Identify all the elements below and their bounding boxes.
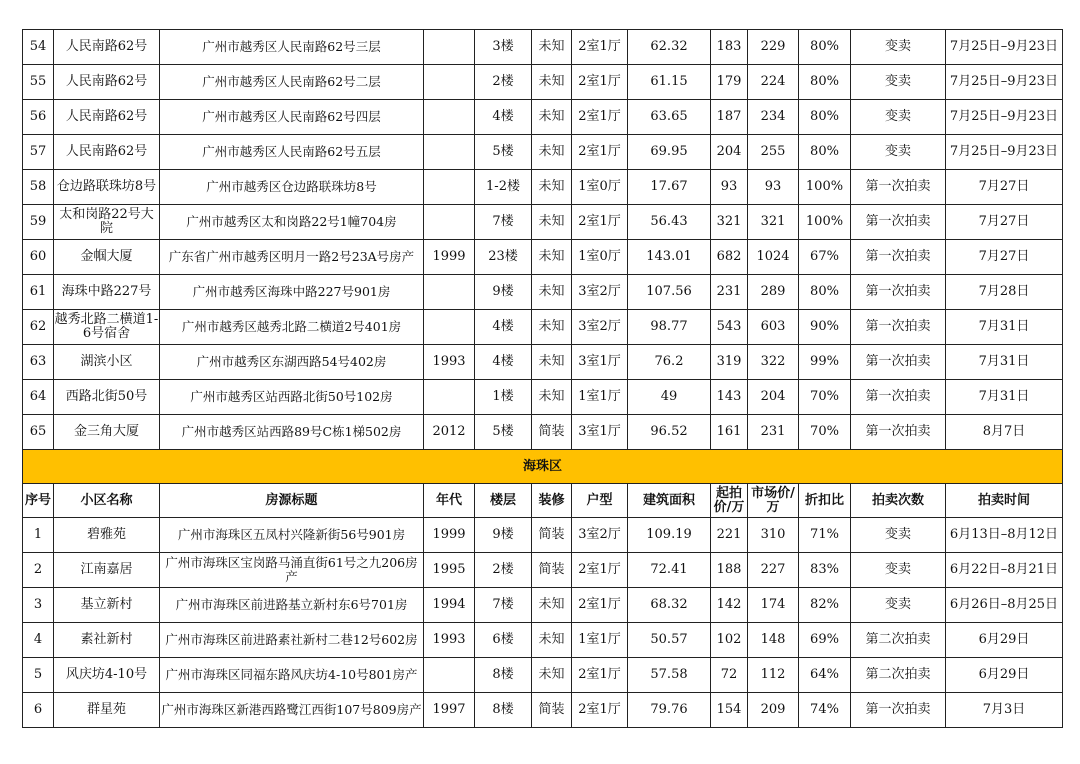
cell-discount: 80% bbox=[799, 135, 851, 170]
cell-seq: 55 bbox=[23, 65, 54, 100]
cell-listing-title: 广州市海珠区宝岗路马涌直街61号之九206房产 bbox=[160, 553, 424, 588]
cell-auction-time: 7月3日 bbox=[946, 693, 1063, 728]
cell-discount: 99% bbox=[799, 345, 851, 380]
cell-year: 1999 bbox=[424, 518, 475, 553]
cell-floor: 4楼 bbox=[475, 100, 532, 135]
cell-discount: 70% bbox=[799, 380, 851, 415]
cell-floor: 5楼 bbox=[475, 415, 532, 450]
cell-decoration: 未知 bbox=[532, 658, 572, 693]
cell-layout: 2室1厅 bbox=[572, 135, 628, 170]
cell-discount: 100% bbox=[799, 205, 851, 240]
cell-seq: 5 bbox=[23, 658, 54, 693]
cell-area: 96.52 bbox=[628, 415, 711, 450]
header-listing-title: 房源标题 bbox=[160, 484, 424, 518]
cell-listing-title: 广州市越秀区太和岗路22号1幢704房 bbox=[160, 205, 424, 240]
cell-auction-time: 7月31日 bbox=[946, 380, 1063, 415]
cell-auction-time: 7月27日 bbox=[946, 205, 1063, 240]
cell-starting-price: 102 bbox=[711, 623, 748, 658]
cell-layout: 2室1厅 bbox=[572, 693, 628, 728]
table-row bbox=[23, 693, 1063, 728]
cell-seq: 65 bbox=[23, 415, 54, 450]
cell-seq: 4 bbox=[23, 623, 54, 658]
cell-year bbox=[424, 30, 475, 65]
cell-listing-title: 广州市越秀区人民南路62号二层 bbox=[160, 65, 424, 100]
cell-floor: 9楼 bbox=[475, 275, 532, 310]
cell-year bbox=[424, 275, 475, 310]
cell-starting-price: 204 bbox=[711, 135, 748, 170]
cell-area: 68.32 bbox=[628, 588, 711, 623]
cell-community-name: 太和岗路22号大院 bbox=[54, 205, 160, 240]
cell-area: 56.43 bbox=[628, 205, 711, 240]
cell-starting-price: 142 bbox=[711, 588, 748, 623]
cell-layout: 2室1厅 bbox=[572, 553, 628, 588]
cell-layout: 1室0厅 bbox=[572, 170, 628, 205]
cell-year bbox=[424, 135, 475, 170]
cell-starting-price: 143 bbox=[711, 380, 748, 415]
cell-community-name: 风庆坊4-10号 bbox=[54, 658, 160, 693]
cell-auction-round: 第一次拍卖 bbox=[851, 693, 946, 728]
cell-community-name: 碧雅苑 bbox=[54, 518, 160, 553]
table-row bbox=[23, 135, 1063, 170]
cell-seq: 60 bbox=[23, 240, 54, 275]
cell-starting-price: 183 bbox=[711, 30, 748, 65]
cell-listing-title: 广州市越秀区人民南路62号五层 bbox=[160, 135, 424, 170]
cell-discount: 80% bbox=[799, 30, 851, 65]
cell-starting-price: 161 bbox=[711, 415, 748, 450]
cell-floor: 7楼 bbox=[475, 205, 532, 240]
cell-decoration: 未知 bbox=[532, 135, 572, 170]
cell-floor: 1-2楼 bbox=[475, 170, 532, 205]
cell-auction-time: 7月31日 bbox=[946, 310, 1063, 345]
cell-layout: 3室2厅 bbox=[572, 275, 628, 310]
table-row bbox=[23, 415, 1063, 450]
cell-seq: 2 bbox=[23, 553, 54, 588]
cell-community-name: 越秀北路二横道1-6号宿舍 bbox=[54, 310, 160, 345]
cell-starting-price: 543 bbox=[711, 310, 748, 345]
cell-auction-round: 变卖 bbox=[851, 518, 946, 553]
haizhu-rows bbox=[23, 518, 1063, 728]
header-auction-round: 拍卖次数 bbox=[851, 484, 946, 518]
cell-community-name: 西路北街50号 bbox=[54, 380, 160, 415]
cell-year: 1994 bbox=[424, 588, 475, 623]
header-community-name: 小区名称 bbox=[54, 484, 160, 518]
cell-auction-time: 6月22日–8月21日 bbox=[946, 553, 1063, 588]
cell-auction-round: 变卖 bbox=[851, 135, 946, 170]
cell-auction-round: 第一次拍卖 bbox=[851, 275, 946, 310]
cell-community-name: 基立新村 bbox=[54, 588, 160, 623]
header-auction-time: 拍卖时间 bbox=[946, 484, 1063, 518]
cell-starting-price: 682 bbox=[711, 240, 748, 275]
table-row bbox=[23, 310, 1063, 345]
header-decoration: 装修 bbox=[532, 484, 572, 518]
cell-listing-title: 广州市海珠区五凤村兴隆新街56号901房 bbox=[160, 518, 424, 553]
cell-year bbox=[424, 658, 475, 693]
cell-floor: 23楼 bbox=[475, 240, 532, 275]
cell-auction-round: 第二次拍卖 bbox=[851, 623, 946, 658]
cell-seq: 3 bbox=[23, 588, 54, 623]
cell-listing-title: 广州市越秀区东湖西路54号402房 bbox=[160, 345, 424, 380]
cell-floor: 8楼 bbox=[475, 693, 532, 728]
cell-auction-round: 第一次拍卖 bbox=[851, 240, 946, 275]
cell-decoration: 未知 bbox=[532, 30, 572, 65]
table-row bbox=[23, 170, 1063, 205]
section-title-haizhu: 海珠区 bbox=[23, 450, 1063, 484]
cell-listing-title: 广州市海珠区同福东路风庆坊4-10号801房产 bbox=[160, 658, 424, 693]
cell-listing-title: 广州市越秀区人民南路62号四层 bbox=[160, 100, 424, 135]
cell-auction-time: 7月25日–9月23日 bbox=[946, 100, 1063, 135]
table-row bbox=[23, 588, 1063, 623]
cell-market-price: 204 bbox=[748, 380, 799, 415]
cell-market-price: 112 bbox=[748, 658, 799, 693]
cell-seq: 61 bbox=[23, 275, 54, 310]
cell-community-name: 江南嘉居 bbox=[54, 553, 160, 588]
cell-decoration: 简装 bbox=[532, 518, 572, 553]
cell-market-price: 209 bbox=[748, 693, 799, 728]
cell-area: 143.01 bbox=[628, 240, 711, 275]
auction-listing-table bbox=[22, 29, 1063, 728]
column-header-row bbox=[23, 484, 1063, 518]
cell-area: 17.67 bbox=[628, 170, 711, 205]
cell-discount: 90% bbox=[799, 310, 851, 345]
cell-floor: 1楼 bbox=[475, 380, 532, 415]
table-row bbox=[23, 65, 1063, 100]
cell-decoration: 未知 bbox=[532, 345, 572, 380]
cell-listing-title: 广州市越秀区仓边路联珠坊8号 bbox=[160, 170, 424, 205]
cell-area: 109.19 bbox=[628, 518, 711, 553]
cell-layout: 2室1厅 bbox=[572, 30, 628, 65]
cell-decoration: 未知 bbox=[532, 623, 572, 658]
table-row bbox=[23, 205, 1063, 240]
cell-seq: 1 bbox=[23, 518, 54, 553]
cell-listing-title: 广州市越秀区海珠中路227号901房 bbox=[160, 275, 424, 310]
cell-market-price: 289 bbox=[748, 275, 799, 310]
cell-seq: 54 bbox=[23, 30, 54, 65]
cell-discount: 82% bbox=[799, 588, 851, 623]
cell-decoration: 未知 bbox=[532, 310, 572, 345]
cell-decoration: 未知 bbox=[532, 100, 572, 135]
cell-auction-round: 第一次拍卖 bbox=[851, 205, 946, 240]
cell-auction-time: 8月7日 bbox=[946, 415, 1063, 450]
cell-year: 1999 bbox=[424, 240, 475, 275]
cell-layout: 2室1厅 bbox=[572, 65, 628, 100]
cell-floor: 8楼 bbox=[475, 658, 532, 693]
cell-floor: 4楼 bbox=[475, 310, 532, 345]
cell-decoration: 未知 bbox=[532, 380, 572, 415]
cell-decoration: 未知 bbox=[532, 275, 572, 310]
cell-discount: 74% bbox=[799, 693, 851, 728]
table-row bbox=[23, 553, 1063, 588]
cell-listing-title: 广州市越秀区站西路北街50号102房 bbox=[160, 380, 424, 415]
cell-starting-price: 154 bbox=[711, 693, 748, 728]
cell-auction-round: 变卖 bbox=[851, 100, 946, 135]
cell-market-price: 322 bbox=[748, 345, 799, 380]
cell-auction-round: 第一次拍卖 bbox=[851, 310, 946, 345]
cell-seq: 64 bbox=[23, 380, 54, 415]
header-seq: 序号 bbox=[23, 484, 54, 518]
cell-year bbox=[424, 170, 475, 205]
cell-auction-round: 变卖 bbox=[851, 588, 946, 623]
cell-auction-round: 第一次拍卖 bbox=[851, 170, 946, 205]
section-header bbox=[23, 450, 1063, 518]
cell-area: 62.32 bbox=[628, 30, 711, 65]
cell-year bbox=[424, 205, 475, 240]
cell-auction-round: 第一次拍卖 bbox=[851, 415, 946, 450]
cell-market-price: 603 bbox=[748, 310, 799, 345]
cell-layout: 2室1厅 bbox=[572, 658, 628, 693]
cell-decoration: 简装 bbox=[532, 553, 572, 588]
cell-floor: 4楼 bbox=[475, 345, 532, 380]
cell-auction-time: 7月25日–9月23日 bbox=[946, 30, 1063, 65]
cell-auction-round: 第一次拍卖 bbox=[851, 380, 946, 415]
cell-decoration: 未知 bbox=[532, 205, 572, 240]
cell-discount: 80% bbox=[799, 275, 851, 310]
cell-year bbox=[424, 380, 475, 415]
cell-community-name: 人民南路62号 bbox=[54, 135, 160, 170]
cell-starting-price: 187 bbox=[711, 100, 748, 135]
cell-seq: 59 bbox=[23, 205, 54, 240]
cell-starting-price: 319 bbox=[711, 345, 748, 380]
cell-auction-time: 7月31日 bbox=[946, 345, 1063, 380]
cell-seq: 63 bbox=[23, 345, 54, 380]
header-floor: 楼层 bbox=[475, 484, 532, 518]
cell-discount: 100% bbox=[799, 170, 851, 205]
header-discount: 折扣比 bbox=[799, 484, 851, 518]
table-row bbox=[23, 345, 1063, 380]
cell-market-price: 255 bbox=[748, 135, 799, 170]
cell-area: 69.95 bbox=[628, 135, 711, 170]
cell-auction-round: 第二次拍卖 bbox=[851, 658, 946, 693]
cell-market-price: 148 bbox=[748, 623, 799, 658]
table-row bbox=[23, 30, 1063, 65]
cell-listing-title: 广州市越秀区越秀北路二横道2号401房 bbox=[160, 310, 424, 345]
cell-floor: 7楼 bbox=[475, 588, 532, 623]
cell-layout: 1室1厅 bbox=[572, 623, 628, 658]
cell-area: 61.15 bbox=[628, 65, 711, 100]
cell-floor: 2楼 bbox=[475, 65, 532, 100]
cell-year bbox=[424, 310, 475, 345]
cell-year bbox=[424, 65, 475, 100]
cell-auction-time: 6月29日 bbox=[946, 623, 1063, 658]
cell-starting-price: 221 bbox=[711, 518, 748, 553]
cell-seq: 58 bbox=[23, 170, 54, 205]
cell-auction-round: 变卖 bbox=[851, 553, 946, 588]
cell-auction-time: 6月26日–8月25日 bbox=[946, 588, 1063, 623]
cell-market-price: 234 bbox=[748, 100, 799, 135]
cell-market-price: 174 bbox=[748, 588, 799, 623]
cell-discount: 64% bbox=[799, 658, 851, 693]
cell-listing-title: 广州市海珠区新港西路鹭江西街107号809房产 bbox=[160, 693, 424, 728]
cell-auction-round: 变卖 bbox=[851, 65, 946, 100]
cell-auction-time: 7月27日 bbox=[946, 240, 1063, 275]
cell-floor: 2楼 bbox=[475, 553, 532, 588]
table-row bbox=[23, 380, 1063, 415]
cell-market-price: 227 bbox=[748, 553, 799, 588]
cell-market-price: 224 bbox=[748, 65, 799, 100]
cell-discount: 67% bbox=[799, 240, 851, 275]
cell-listing-title: 广州市海珠区前进路基立新村东6号701房 bbox=[160, 588, 424, 623]
cell-area: 63.65 bbox=[628, 100, 711, 135]
cell-year: 2012 bbox=[424, 415, 475, 450]
table-row bbox=[23, 240, 1063, 275]
cell-discount: 71% bbox=[799, 518, 851, 553]
cell-floor: 9楼 bbox=[475, 518, 532, 553]
cell-community-name: 群星苑 bbox=[54, 693, 160, 728]
cell-seq: 56 bbox=[23, 100, 54, 135]
cell-community-name: 人民南路62号 bbox=[54, 100, 160, 135]
cell-layout: 3室2厅 bbox=[572, 310, 628, 345]
cell-starting-price: 179 bbox=[711, 65, 748, 100]
cell-floor: 3楼 bbox=[475, 30, 532, 65]
cell-year: 1993 bbox=[424, 345, 475, 380]
cell-year bbox=[424, 100, 475, 135]
cell-discount: 80% bbox=[799, 100, 851, 135]
cell-listing-title: 广州市越秀区站西路89号C栋1梯502房 bbox=[160, 415, 424, 450]
cell-auction-round: 第一次拍卖 bbox=[851, 345, 946, 380]
cell-layout: 3室1厅 bbox=[572, 345, 628, 380]
cell-decoration: 简装 bbox=[532, 415, 572, 450]
cell-layout: 1室1厅 bbox=[572, 380, 628, 415]
header-area: 建筑面积 bbox=[628, 484, 711, 518]
header-year: 年代 bbox=[424, 484, 475, 518]
cell-auction-time: 7月27日 bbox=[946, 170, 1063, 205]
cell-decoration: 未知 bbox=[532, 240, 572, 275]
cell-area: 50.57 bbox=[628, 623, 711, 658]
cell-auction-time: 7月25日–9月23日 bbox=[946, 135, 1063, 170]
cell-decoration: 未知 bbox=[532, 588, 572, 623]
cell-area: 76.2 bbox=[628, 345, 711, 380]
cell-market-price: 229 bbox=[748, 30, 799, 65]
cell-discount: 83% bbox=[799, 553, 851, 588]
cell-market-price: 310 bbox=[748, 518, 799, 553]
table-row bbox=[23, 100, 1063, 135]
cell-starting-price: 93 bbox=[711, 170, 748, 205]
cell-year: 1995 bbox=[424, 553, 475, 588]
table-row bbox=[23, 658, 1063, 693]
cell-seq: 62 bbox=[23, 310, 54, 345]
cell-area: 72.41 bbox=[628, 553, 711, 588]
cell-community-name: 海珠中路227号 bbox=[54, 275, 160, 310]
cell-year: 1997 bbox=[424, 693, 475, 728]
cell-area: 57.58 bbox=[628, 658, 711, 693]
table-row bbox=[23, 623, 1063, 658]
cell-starting-price: 188 bbox=[711, 553, 748, 588]
cell-auction-round: 变卖 bbox=[851, 30, 946, 65]
cell-area: 49 bbox=[628, 380, 711, 415]
cell-decoration: 未知 bbox=[532, 65, 572, 100]
cell-decoration: 简装 bbox=[532, 693, 572, 728]
cell-layout: 1室0厅 bbox=[572, 240, 628, 275]
cell-listing-title: 广州市海珠区前进路素社新村二巷12号602房 bbox=[160, 623, 424, 658]
table-row bbox=[23, 275, 1063, 310]
cell-community-name: 湖滨小区 bbox=[54, 345, 160, 380]
cell-market-price: 321 bbox=[748, 205, 799, 240]
cell-community-name: 金帼大厦 bbox=[54, 240, 160, 275]
cell-floor: 6楼 bbox=[475, 623, 532, 658]
cell-auction-time: 6月13日–8月12日 bbox=[946, 518, 1063, 553]
cell-community-name: 素社新村 bbox=[54, 623, 160, 658]
cell-layout: 2室1厅 bbox=[572, 588, 628, 623]
yuexiu-rows bbox=[23, 30, 1063, 450]
cell-area: 79.76 bbox=[628, 693, 711, 728]
cell-discount: 80% bbox=[799, 65, 851, 100]
cell-listing-title: 广州市越秀区人民南路62号三层 bbox=[160, 30, 424, 65]
cell-decoration: 未知 bbox=[532, 170, 572, 205]
cell-auction-time: 7月25日–9月23日 bbox=[946, 65, 1063, 100]
cell-seq: 57 bbox=[23, 135, 54, 170]
header-layout: 户型 bbox=[572, 484, 628, 518]
cell-listing-title: 广东省广州市越秀区明月一路2号23A号房产 bbox=[160, 240, 424, 275]
cell-market-price: 231 bbox=[748, 415, 799, 450]
cell-seq: 6 bbox=[23, 693, 54, 728]
cell-discount: 70% bbox=[799, 415, 851, 450]
cell-layout: 3室2厅 bbox=[572, 518, 628, 553]
cell-discount: 69% bbox=[799, 623, 851, 658]
cell-community-name: 金三角大厦 bbox=[54, 415, 160, 450]
cell-community-name: 仓边路联珠坊8号 bbox=[54, 170, 160, 205]
cell-starting-price: 72 bbox=[711, 658, 748, 693]
cell-year: 1993 bbox=[424, 623, 475, 658]
cell-community-name: 人民南路62号 bbox=[54, 30, 160, 65]
cell-floor: 5楼 bbox=[475, 135, 532, 170]
cell-starting-price: 321 bbox=[711, 205, 748, 240]
cell-market-price: 93 bbox=[748, 170, 799, 205]
cell-auction-time: 7月28日 bbox=[946, 275, 1063, 310]
header-starting-price: 起拍价/万 bbox=[711, 484, 748, 518]
cell-auction-time: 6月29日 bbox=[946, 658, 1063, 693]
cell-market-price: 1024 bbox=[748, 240, 799, 275]
cell-area: 107.56 bbox=[628, 275, 711, 310]
cell-area: 98.77 bbox=[628, 310, 711, 345]
cell-layout: 2室1厅 bbox=[572, 205, 628, 240]
cell-layout: 2室1厅 bbox=[572, 100, 628, 135]
cell-layout: 3室1厅 bbox=[572, 415, 628, 450]
header-market-price: 市场价/万 bbox=[748, 484, 799, 518]
table-row bbox=[23, 518, 1063, 553]
cell-community-name: 人民南路62号 bbox=[54, 65, 160, 100]
cell-starting-price: 231 bbox=[711, 275, 748, 310]
